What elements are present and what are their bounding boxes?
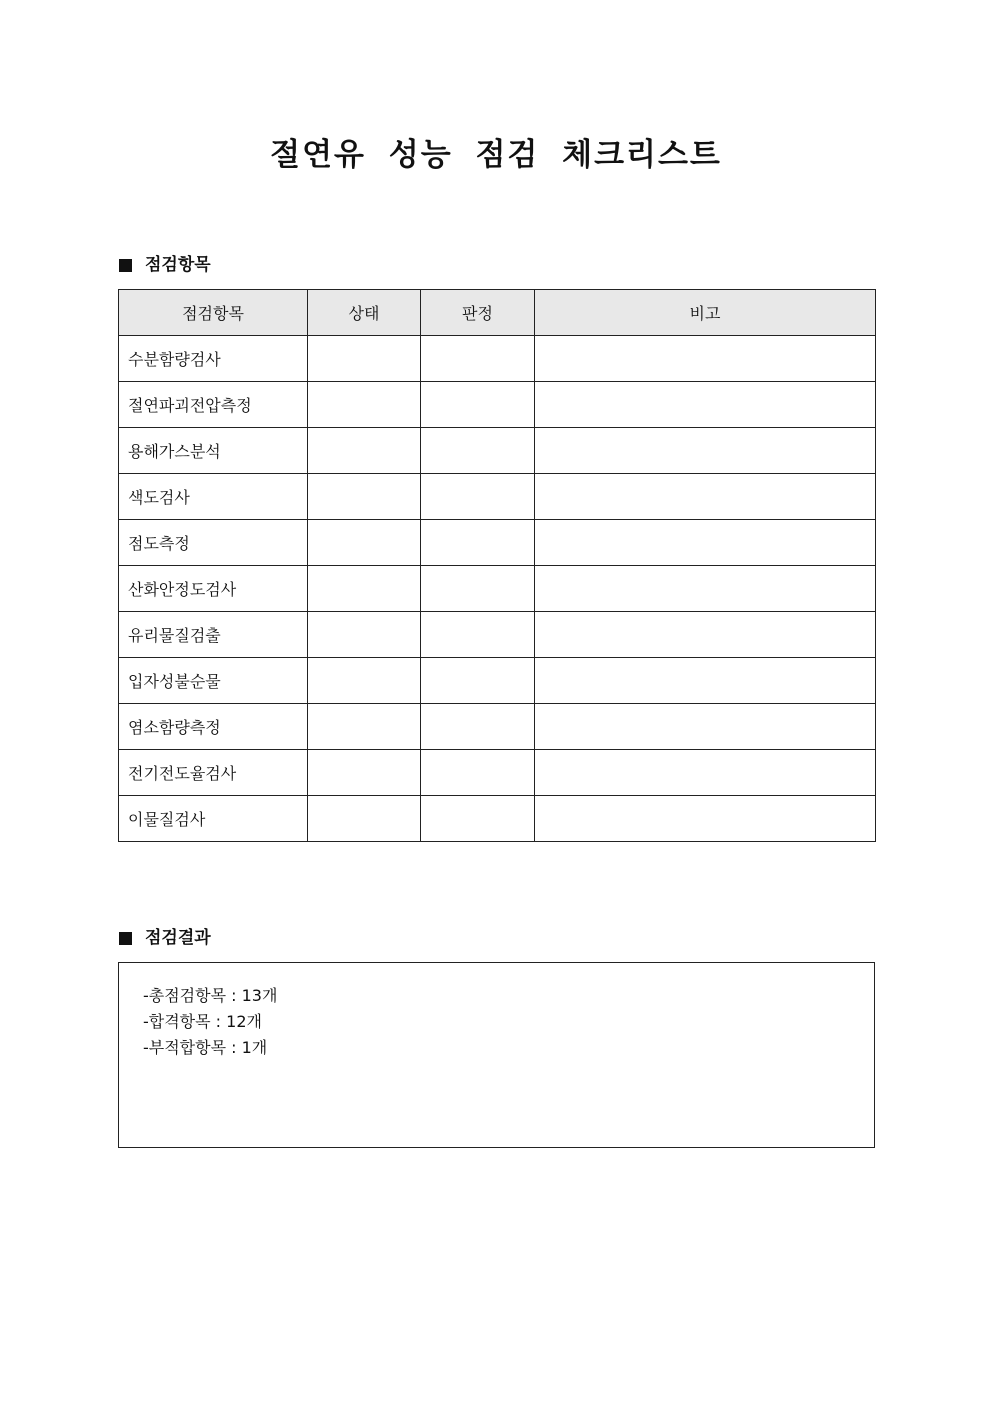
section-heading-results-label: 점검결과	[145, 928, 211, 948]
status-cell[interactable]	[308, 796, 421, 842]
section-heading-results	[119, 926, 211, 950]
judgment-cell[interactable]	[421, 796, 535, 842]
checklist-body	[119, 336, 876, 842]
results-box	[118, 962, 875, 1148]
status-cell[interactable]	[308, 612, 421, 658]
remarks-cell[interactable]	[535, 336, 876, 382]
remarks-cell[interactable]	[535, 612, 876, 658]
judgment-cell[interactable]	[421, 428, 535, 474]
status-cell[interactable]	[308, 520, 421, 566]
section-heading-items	[119, 253, 211, 277]
table-row	[119, 520, 876, 566]
judgment-cell[interactable]	[421, 704, 535, 750]
judgment-cell[interactable]	[421, 336, 535, 382]
status-cell[interactable]	[308, 428, 421, 474]
item-name-cell: 전기전도율검사	[119, 750, 308, 796]
header-remarks: 비고	[535, 290, 876, 336]
remarks-cell[interactable]	[535, 750, 876, 796]
status-cell[interactable]	[308, 474, 421, 520]
item-name-cell: 수분함량검사	[119, 336, 308, 382]
table-row	[119, 612, 876, 658]
table-row	[119, 750, 876, 796]
judgment-cell[interactable]	[421, 612, 535, 658]
result-total-line: -총점검항목 : 13개	[143, 986, 278, 1005]
judgment-cell[interactable]	[421, 566, 535, 612]
document-title: 절연유 성능 점검 체크리스트	[270, 137, 722, 173]
item-name-cell: 염소함량측정	[119, 704, 308, 750]
item-name-cell: 색도검사	[119, 474, 308, 520]
checklist-table	[118, 289, 876, 842]
table-row	[119, 796, 876, 842]
remarks-cell[interactable]	[535, 566, 876, 612]
result-pass-line: -합격항목 : 12개	[143, 1012, 262, 1031]
remarks-cell[interactable]	[535, 520, 876, 566]
remarks-cell[interactable]	[535, 428, 876, 474]
square-bullet-icon	[119, 259, 132, 272]
square-bullet-icon	[119, 932, 132, 945]
judgment-cell[interactable]	[421, 658, 535, 704]
section-heading-items-label: 점검항목	[145, 255, 211, 275]
table-row	[119, 382, 876, 428]
result-fail-line: -부적합항목 : 1개	[143, 1038, 268, 1057]
item-name-cell: 절연파괴전압측정	[119, 382, 308, 428]
header-item: 점검항목	[119, 290, 308, 336]
status-cell[interactable]	[308, 750, 421, 796]
remarks-cell[interactable]	[535, 704, 876, 750]
item-name-cell: 용해가스분석	[119, 428, 308, 474]
status-cell[interactable]	[308, 382, 421, 428]
table-row	[119, 336, 876, 382]
status-cell[interactable]	[308, 336, 421, 382]
judgment-cell[interactable]	[421, 750, 535, 796]
remarks-cell[interactable]	[535, 796, 876, 842]
remarks-cell[interactable]	[535, 658, 876, 704]
item-name-cell: 이물질검사	[119, 796, 308, 842]
remarks-cell[interactable]	[535, 382, 876, 428]
table-row	[119, 474, 876, 520]
status-cell[interactable]	[308, 658, 421, 704]
judgment-cell[interactable]	[421, 474, 535, 520]
status-cell[interactable]	[308, 704, 421, 750]
table-row	[119, 704, 876, 750]
item-name-cell: 산화안정도검사	[119, 566, 308, 612]
header-judgment: 판정	[421, 290, 535, 336]
table-row	[119, 658, 876, 704]
judgment-cell[interactable]	[421, 382, 535, 428]
table-row	[119, 428, 876, 474]
table-header-row	[119, 290, 876, 336]
item-name-cell: 점도측정	[119, 520, 308, 566]
item-name-cell: 입자성불순물	[119, 658, 308, 704]
status-cell[interactable]	[308, 566, 421, 612]
table-row	[119, 566, 876, 612]
header-status: 상태	[308, 290, 421, 336]
remarks-cell[interactable]	[535, 474, 876, 520]
item-name-cell: 유리물질검출	[119, 612, 308, 658]
judgment-cell[interactable]	[421, 520, 535, 566]
